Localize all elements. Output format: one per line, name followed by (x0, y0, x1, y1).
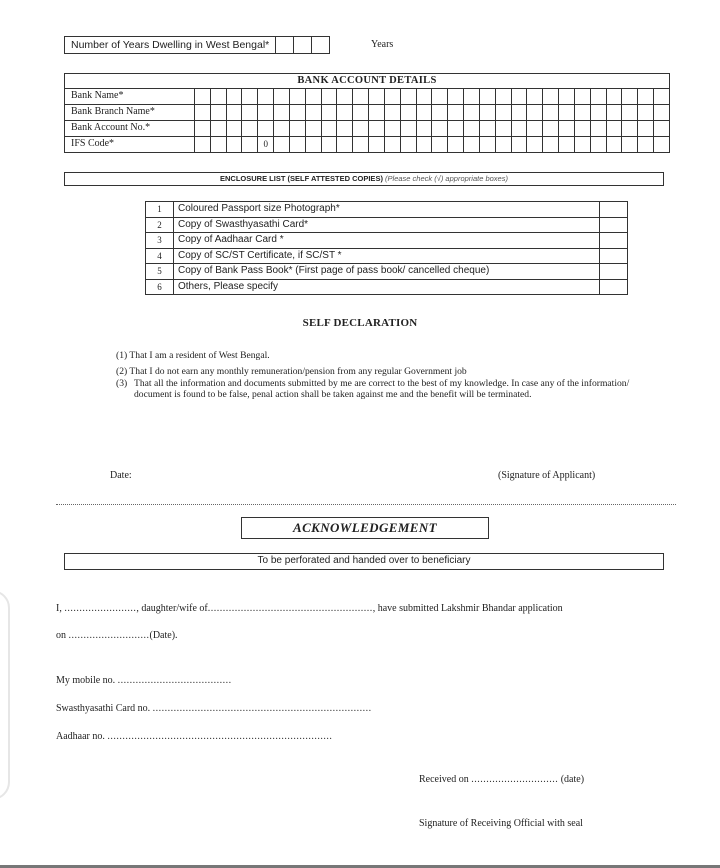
enclosure-item-text: Others, Please specify (174, 280, 600, 295)
bank-char-box[interactable] (290, 105, 306, 120)
enclosure-number: 3 (146, 233, 174, 248)
bank-char-box[interactable] (622, 105, 638, 120)
bank-char-box[interactable] (512, 105, 528, 120)
bank-char-box[interactable] (369, 121, 385, 136)
bank-row-cells (195, 137, 669, 152)
bank-char-box[interactable] (543, 121, 559, 136)
bank-char-box[interactable] (496, 137, 512, 152)
bank-char-box[interactable] (527, 137, 543, 152)
received-label: Received on (419, 774, 469, 785)
applicant-name-blank[interactable]: ........................ (64, 603, 137, 614)
mobile-number-line (56, 675, 232, 686)
enclosure-list-heading (64, 172, 664, 186)
bank-char-box[interactable] (242, 137, 258, 152)
bank-char-box[interactable] (496, 121, 512, 136)
official-signature-label: Signature of Receiving Official with seal (419, 818, 583, 829)
ack-on-label: on (56, 630, 66, 641)
bank-char-box[interactable] (195, 121, 211, 136)
bank-char-box[interactable] (575, 121, 591, 136)
bank-char-box[interactable] (464, 89, 480, 104)
guardian-name-blank[interactable]: ....................................................... (207, 603, 373, 614)
bank-char-box[interactable] (274, 137, 290, 152)
enclosure-row (146, 280, 627, 295)
enclosure-row (146, 264, 627, 280)
acknowledgement-line-date (56, 630, 178, 641)
bank-row (65, 137, 669, 152)
acknowledgement-subtitle: To be perforated and handed over to beneficiary (64, 553, 664, 570)
bank-char-box[interactable] (559, 89, 575, 104)
bank-char-box[interactable] (464, 137, 480, 152)
bank-char-box[interactable] (306, 105, 322, 120)
bank-char-box[interactable] (543, 89, 559, 104)
bank-char-box[interactable] (322, 137, 338, 152)
bank-char-box[interactable] (527, 89, 543, 104)
bank-char-box[interactable] (385, 137, 401, 152)
enclosure-checkbox[interactable] (600, 202, 627, 217)
bank-char-box[interactable] (353, 137, 369, 152)
bank-char-box[interactable] (448, 89, 464, 104)
bank-char-box[interactable] (575, 137, 591, 152)
acknowledgement-line-applicant: I, ........................, daughter/wife of......................................................., have submitted Lakshmir Bhandar application (56, 603, 563, 614)
bank-char-box[interactable] (496, 89, 512, 104)
date-suffix: (Date). (149, 630, 178, 641)
bank-char-box[interactable] (242, 89, 258, 104)
swasthyasathi-line (56, 703, 372, 714)
bank-char-box[interactable] (496, 105, 512, 120)
bank-char-box[interactable] (290, 137, 306, 152)
bank-char-box[interactable] (227, 137, 243, 152)
bank-char-box[interactable] (369, 137, 385, 152)
bank-char-box[interactable] (227, 121, 243, 136)
bank-char-box[interactable] (622, 121, 638, 136)
bank-char-box[interactable] (211, 137, 227, 152)
daughter-wife-label: daughter/wife of (141, 603, 208, 614)
bank-char-box[interactable] (432, 121, 448, 136)
bank-char-box[interactable] (227, 89, 243, 104)
bank-char-box[interactable] (527, 105, 543, 120)
enclosure-table (145, 201, 628, 295)
enclosure-item-text: Copy of SC/ST Certificate, if SC/ST * (174, 249, 600, 264)
enclosure-checkbox[interactable] (600, 233, 627, 248)
years-digit-box[interactable] (276, 37, 294, 53)
enclosure-item-text: Copy of Aadhaar Card * (174, 233, 600, 248)
bank-char-box[interactable] (448, 121, 464, 136)
bank-char-box[interactable] (195, 89, 211, 104)
bank-char-box[interactable] (480, 121, 496, 136)
bank-char-box[interactable] (401, 121, 417, 136)
bank-char-box[interactable] (417, 89, 433, 104)
bank-char-box[interactable] (337, 105, 353, 120)
bank-row-cells (195, 121, 669, 136)
submission-date-blank[interactable]: ........................... (68, 630, 150, 641)
swasthyasathi-label: Swasthyasathi Card no. (56, 703, 151, 714)
bank-char-box[interactable] (480, 137, 496, 152)
bank-char-box[interactable] (622, 137, 638, 152)
bank-char-box[interactable] (417, 137, 433, 152)
bank-row-label: Bank Account No.* (65, 121, 195, 136)
bank-char-box[interactable] (211, 105, 227, 120)
years-dwelling-label: Number of Years Dwelling in West Bengal* (65, 37, 276, 53)
bank-char-box[interactable] (306, 121, 322, 136)
applicant-signature-label: (Signature of Applicant) (498, 470, 596, 481)
bank-char-box[interactable] (480, 89, 496, 104)
enclosure-number: 5 (146, 264, 174, 279)
enclosure-row (146, 249, 627, 265)
enclosure-row (146, 233, 627, 249)
bank-char-box[interactable] (353, 89, 369, 104)
bank-char-box[interactable] (417, 121, 433, 136)
bank-char-box[interactable] (464, 121, 480, 136)
acknowledgement-title: ACKNOWLEDGEMENT (241, 517, 489, 539)
bank-char-box[interactable] (417, 105, 433, 120)
submitted-text: have submitted Lakshmir Bhandar application (377, 603, 563, 614)
declaration-number: (2) (116, 366, 128, 377)
bank-char-box[interactable] (638, 121, 654, 136)
bank-char-box[interactable] (401, 137, 417, 152)
enclosure-number: 2 (146, 218, 174, 233)
perforation-line (56, 504, 676, 505)
self-declaration-title: SELF DECLARATION (302, 317, 418, 329)
bank-char-box[interactable] (369, 105, 385, 120)
bank-row-cells (195, 105, 669, 120)
declaration-item (116, 350, 270, 361)
bank-char-box[interactable] (559, 137, 575, 152)
bank-char-box[interactable] (654, 121, 669, 136)
bank-char-box[interactable] (575, 89, 591, 104)
received-on-line (419, 774, 584, 785)
bank-char-box[interactable] (242, 105, 258, 120)
bank-char-box[interactable] (401, 105, 417, 120)
bank-char-box[interactable] (543, 137, 559, 152)
aadhaar-blank[interactable]: ........................................................................... (107, 731, 333, 742)
declaration-number: (1) (116, 350, 128, 361)
enclosure-row (146, 218, 627, 234)
bank-char-box[interactable] (274, 89, 290, 104)
mobile-label: My mobile no. (56, 675, 116, 686)
declaration-number: (3) (116, 378, 128, 389)
received-date-blank[interactable]: ............................. (471, 774, 559, 785)
screen-edge-decoration (0, 590, 10, 800)
bank-row-label: Bank Branch Name* (65, 105, 195, 120)
enclosure-number: 1 (146, 202, 174, 217)
bank-char-box[interactable] (258, 89, 274, 104)
enclosure-checkbox[interactable] (600, 264, 627, 279)
bank-char-box[interactable] (480, 105, 496, 120)
bank-char-box[interactable] (227, 105, 243, 120)
bank-char-box[interactable] (638, 137, 654, 152)
bank-row-cells (195, 89, 669, 104)
bank-char-box[interactable] (337, 121, 353, 136)
enclosure-number: 4 (146, 249, 174, 264)
bank-char-box[interactable] (527, 121, 543, 136)
bank-char-box[interactable] (607, 89, 623, 104)
bank-char-box[interactable] (322, 105, 338, 120)
bank-row (65, 121, 669, 137)
enclosure-checkbox[interactable] (600, 249, 627, 264)
bank-section-title: BANK ACCOUNT DETAILS (65, 74, 669, 89)
bank-row-label: Bank Name* (65, 89, 195, 104)
bank-char-box[interactable] (464, 105, 480, 120)
bank-char-box[interactable] (654, 105, 669, 120)
declaration-item (116, 366, 467, 377)
bank-char-box[interactable] (448, 105, 464, 120)
bank-char-box[interactable] (401, 89, 417, 104)
bank-char-box[interactable] (512, 89, 528, 104)
bank-char-box[interactable] (607, 137, 623, 152)
enclosure-heading-text: ENCLOSURE LIST (SELF ATTESTED COPIES) (220, 174, 383, 183)
bank-char-box[interactable] (385, 89, 401, 104)
bank-char-box[interactable] (195, 137, 211, 152)
bank-char-box[interactable] (591, 105, 607, 120)
bank-char-box[interactable] (512, 137, 528, 152)
enclosure-hint-text: (Please check (√) appropriate boxes) (385, 174, 508, 183)
enclosure-item-text: Coloured Passport size Photograph* (174, 202, 600, 217)
bank-char-box[interactable] (195, 105, 211, 120)
bank-char-box[interactable] (607, 121, 623, 136)
bank-char-box[interactable] (290, 89, 306, 104)
years-dwelling-field (64, 36, 330, 54)
bank-row (65, 89, 669, 105)
enclosure-item-text: Copy of Swasthyasathi Card* (174, 218, 600, 233)
received-suffix: (date) (560, 774, 585, 785)
enclosure-item-text: Copy of Bank Pass Book* (First page of pass book/ cancelled cheque) (174, 264, 600, 279)
enclosure-checkbox[interactable] (600, 280, 627, 295)
bank-char-box[interactable] (274, 121, 290, 136)
years-digit-box[interactable] (294, 37, 312, 53)
bank-char-box[interactable] (432, 137, 448, 152)
bank-char-box[interactable] (322, 89, 338, 104)
bank-char-box[interactable] (432, 89, 448, 104)
bank-row (65, 105, 669, 121)
bank-account-details-table (64, 73, 670, 153)
bank-char-box[interactable] (353, 121, 369, 136)
bank-char-box[interactable] (353, 105, 369, 120)
bank-char-box[interactable] (607, 105, 623, 120)
years-unit-label: Years (371, 39, 394, 50)
bank-char-box[interactable] (258, 105, 274, 120)
bank-char-box[interactable] (654, 137, 669, 152)
bank-char-box[interactable] (591, 89, 607, 104)
bank-char-box[interactable] (432, 105, 448, 120)
bank-char-box[interactable]: 0 (258, 137, 274, 152)
aadhaar-line (56, 731, 332, 742)
bank-char-box[interactable] (369, 89, 385, 104)
bank-char-box[interactable] (242, 121, 258, 136)
declaration-text: That all the information and documents submitted by me are correct to the best of my knowledge. In case any of the information/ document is found to be false, penal action shall be taken against me and the benefit will be terminated. (134, 378, 630, 400)
bank-char-box[interactable] (290, 121, 306, 136)
bank-char-box[interactable] (654, 89, 669, 104)
bank-char-box[interactable] (543, 105, 559, 120)
bank-char-box[interactable] (322, 121, 338, 136)
declaration-item (116, 378, 636, 400)
bank-char-box[interactable] (211, 89, 227, 104)
ack-i-label: I, (56, 603, 62, 614)
bank-char-box[interactable] (337, 137, 353, 152)
bank-char-box[interactable] (512, 121, 528, 136)
applicant-date-label: Date: (110, 470, 132, 481)
bank-char-box[interactable] (211, 121, 227, 136)
bank-char-box[interactable] (448, 137, 464, 152)
mobile-blank[interactable]: ...................................... (117, 675, 232, 686)
bank-char-box[interactable] (559, 121, 575, 136)
bank-char-box[interactable] (638, 105, 654, 120)
swasthyasathi-blank[interactable]: ......................................................................... (152, 703, 372, 714)
years-digit-box[interactable] (312, 37, 329, 53)
bank-char-box[interactable] (274, 105, 290, 120)
bank-char-box[interactable] (559, 105, 575, 120)
bank-char-box[interactable] (591, 137, 607, 152)
bank-char-box[interactable] (622, 89, 638, 104)
bank-char-box[interactable] (385, 121, 401, 136)
bank-char-box[interactable] (337, 89, 353, 104)
declaration-text: That I do not earn any monthly remuneration/pension from any regular Government job (129, 366, 467, 377)
enclosure-number: 6 (146, 280, 174, 295)
bank-char-box[interactable] (638, 89, 654, 104)
bank-char-box[interactable] (385, 105, 401, 120)
bank-char-box[interactable] (591, 121, 607, 136)
bank-char-box[interactable] (306, 89, 322, 104)
aadhaar-label: Aadhaar no. (56, 731, 105, 742)
declaration-text: That I am a resident of West Bengal. (129, 350, 270, 361)
enclosure-row (146, 202, 627, 218)
bank-char-box[interactable] (258, 121, 274, 136)
enclosure-checkbox[interactable] (600, 218, 627, 233)
bank-char-box[interactable] (575, 105, 591, 120)
bank-char-box[interactable] (306, 137, 322, 152)
bank-row-label: IFS Code* (65, 137, 195, 152)
